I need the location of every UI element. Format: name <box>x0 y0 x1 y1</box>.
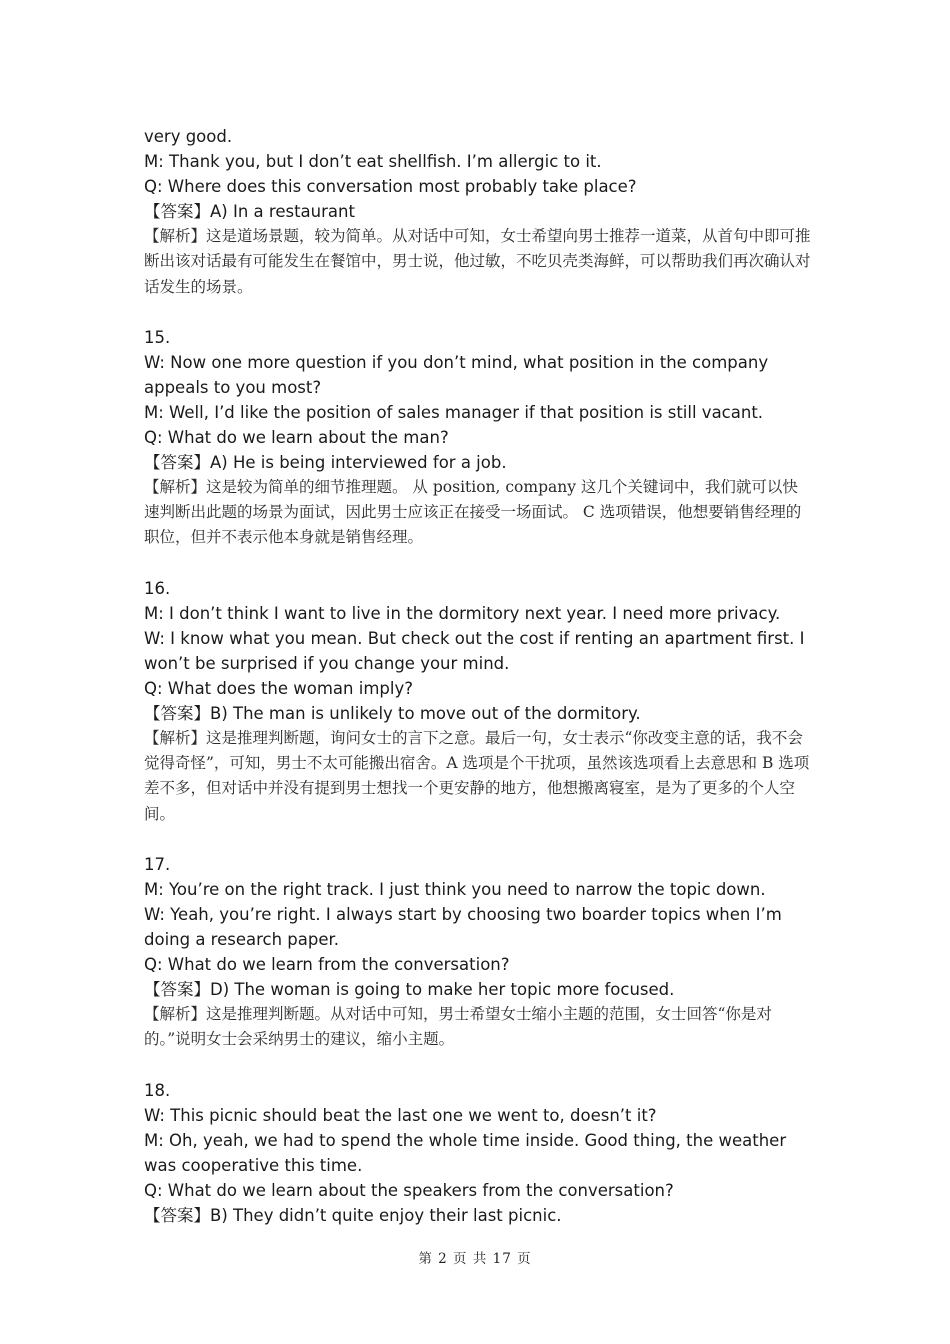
analysis-paragraph: 【解析】这是推理判断题，询问女士的言下之意。最后一句，女士表示“你改变主意的话，我不会觉得奇怪”，可知，男士不太可能搬出宿舍。A 选项是个干扰项，虽然该选项看上去意思和 B 选项差不多，但对话中并没有提到男士想找一个更安静的地方，他想搬离寝室，是为了更多的个人空间。 <box>144 728 810 823</box>
dialogue-line: M: I don’t think I want to live in the dormitory next year. I need more privacy. <box>144 603 781 623</box>
question-17 <box>144 852 812 1053</box>
question-line: Q: What do we learn from the conversation? <box>144 954 510 974</box>
question-14-tail <box>144 124 812 300</box>
page-footer: 第 2 页 共 17 页 <box>418 1251 532 1267</box>
dialogue-line: W: I know what you mean. But check out the cost if renting an apartment first. I won’t be surprised if you change your mind. <box>144 628 805 673</box>
answer-line: 【答案】A) He is being interviewed for a job. <box>144 452 507 472</box>
analysis-paragraph: 【解析】这是推理判断题。从对话中可知，男士希望女士缩小主题的范围，女士回答“你是对的。”说明女士会采纳男士的建议，缩小主题。 <box>144 1004 772 1049</box>
question-number: 18. <box>144 1080 171 1100</box>
question-line: Q: What do we learn about the speakers from the conversation? <box>144 1180 674 1200</box>
dialogue-line: M: Well, I’d like the position of sales manager if that position is still vacant. <box>144 402 764 422</box>
question-16 <box>144 576 812 827</box>
answer-line: 【答案】D) The woman is going to make her topic more focused. <box>144 979 675 999</box>
question-number: 17. <box>144 854 171 874</box>
question-number: 16. <box>144 578 171 598</box>
dialogue-line: W: Yeah, you’re right. I always start by choosing two boarder topics when I’m doing a research paper. <box>144 904 782 949</box>
dialogue-line: W: This picnic should beat the last one we went to, doesn’t it? <box>144 1105 657 1125</box>
dialogue-line: M: You’re on the right track. I just think you need to narrow the topic down. <box>144 879 766 899</box>
answer-line: 【答案】B) The man is unlikely to move out of the dormitory. <box>144 703 641 723</box>
question-18 <box>144 1078 812 1228</box>
dialogue-line: M: Thank you, but I don’t eat shellfish. I’m allergic to it. <box>144 152 602 171</box>
analysis-paragraph: 【解析】这是道场景题，较为简单。从对话中可知，女士希望向男士推荐一道菜，从首句中即可推断出该对话最有可能发生在餐馆中，男士说，他过敏，不吃贝壳类海鲜，可以帮助我们再次确认对话发生的场景。 <box>144 227 811 296</box>
dialogue-line: very good. <box>144 127 233 146</box>
question-line: Q: What does the woman imply? <box>144 678 413 698</box>
dialogue-line: W: Now one more question if you don’t mind, what position in the company appeals to you most? <box>144 352 769 397</box>
answer-line: 【答案】B) They didn’t quite enjoy their last picnic. <box>144 1205 562 1225</box>
question-number: 15. <box>144 327 171 347</box>
analysis-paragraph: 【解析】这是较为简单的细节推理题。 从 position, company 这几个关键词中，我们就可以快速判断出此题的场景为面试，因此男士应该正在接受一场面试。 C 选项错误，他想要销售经理的职位，但并不表示他本身就是销售经理。 <box>144 477 802 547</box>
answer-line: 【答案】A) In a restaurant <box>144 202 355 221</box>
question-line: Q: What do we learn about the man? <box>144 427 449 447</box>
document-body <box>144 124 812 1228</box>
question-line: Q: Where does this conversation most probably take place? <box>144 177 637 196</box>
question-15 <box>144 325 812 551</box>
dialogue-line: M: Oh, yeah, we had to spend the whole time inside. Good thing, the weather was cooperative this time. <box>144 1130 787 1175</box>
